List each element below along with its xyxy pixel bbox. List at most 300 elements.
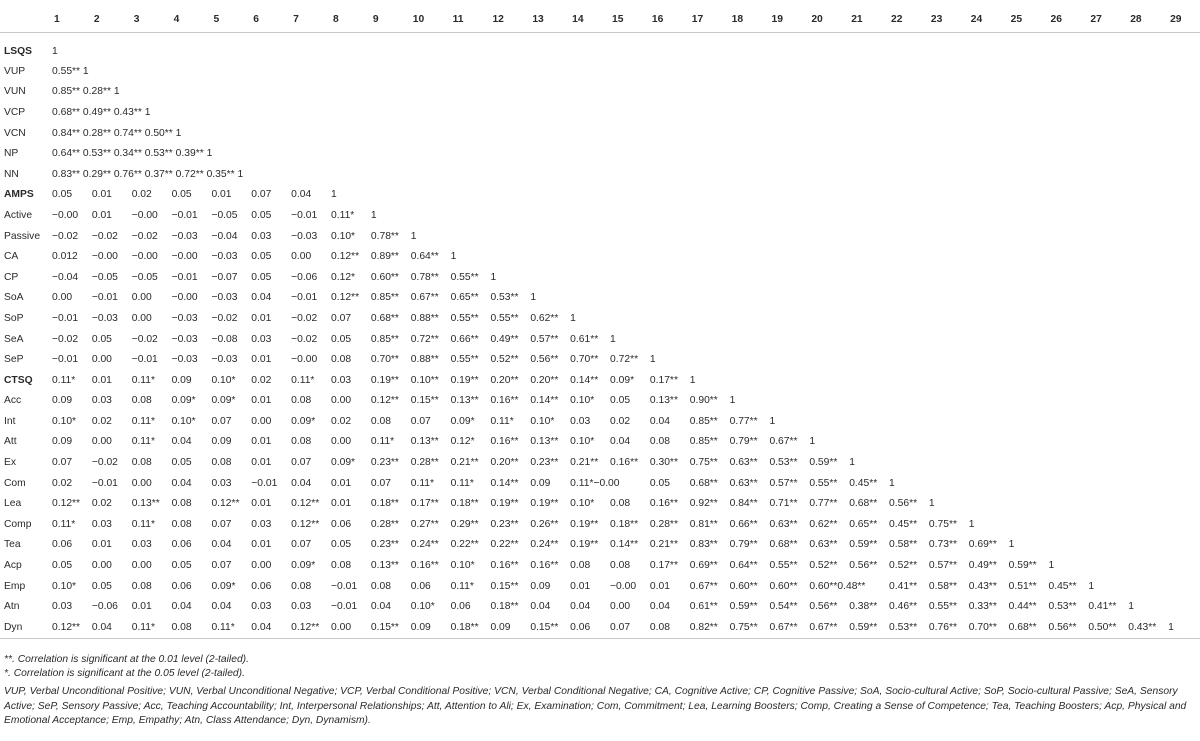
table-cell: 0.33** <box>968 601 997 613</box>
table-cell: 0.09* <box>291 415 316 427</box>
empty-cell <box>1086 411 1126 432</box>
empty-cell <box>767 33 807 62</box>
empty-cell <box>648 267 688 288</box>
empty-cell <box>608 82 648 103</box>
empty-cell <box>847 226 887 247</box>
table-cell: 0.08 <box>171 518 192 530</box>
empty-cell <box>1166 535 1200 556</box>
empty-cell <box>927 61 967 82</box>
table-cell: 0.02 <box>52 477 73 489</box>
empty-cell <box>1086 514 1126 535</box>
table-cell: 1 <box>530 292 537 304</box>
empty-cell <box>847 205 887 226</box>
table-cell: 0.09 <box>211 436 232 448</box>
row-label: Lea <box>4 498 22 510</box>
empty-cell <box>887 370 927 391</box>
table-cell: 0.13** <box>649 395 678 407</box>
table-cell: 0.63** <box>729 457 758 469</box>
table-cell: 0.05 <box>171 457 192 469</box>
empty-cell <box>688 288 728 309</box>
row-label: CA <box>4 251 19 263</box>
table-cell: 0.11* <box>331 209 355 221</box>
row-label: Passive <box>4 230 41 242</box>
table-cell: 0.06 <box>568 617 608 638</box>
empty-cell <box>767 246 807 267</box>
empty-cell <box>1166 205 1200 226</box>
table-cell: 1 <box>1166 617 1200 638</box>
table-cell: −0.03 <box>171 230 198 242</box>
table-cell: −0.02 <box>52 230 79 242</box>
empty-cell <box>1007 452 1047 473</box>
row-label: CTSQ <box>4 374 33 386</box>
empty-cell <box>807 143 847 164</box>
column-header: 15 <box>608 6 648 33</box>
empty-cell <box>767 391 807 412</box>
table-cell: 0.01 <box>251 457 272 469</box>
table-cell: 0.06 <box>331 518 352 530</box>
empty-cell <box>1126 329 1166 350</box>
empty-cell <box>887 267 927 288</box>
empty-cell <box>767 349 807 370</box>
table-cell: 0.03 <box>570 415 591 427</box>
empty-cell <box>688 82 728 103</box>
empty-cell <box>927 452 967 473</box>
table-cell: 0.92** <box>689 498 718 510</box>
empty-cell <box>807 288 847 309</box>
empty-cell <box>927 473 967 494</box>
empty-cell <box>767 329 807 350</box>
empty-cell <box>887 82 927 103</box>
table-cell: 0.12* <box>450 436 475 448</box>
table-cell: 0.12** <box>289 617 329 638</box>
empty-cell <box>1086 555 1126 576</box>
empty-cell <box>1007 164 1047 185</box>
table-cell: 0.04 <box>530 601 551 613</box>
empty-cell <box>1126 267 1166 288</box>
table-cell: 0.07 <box>211 560 232 572</box>
table-row <box>0 143 1200 164</box>
empty-cell <box>170 33 210 62</box>
table-cell: 0.58** <box>889 539 918 551</box>
empty-cell <box>847 123 887 144</box>
row-label: CP <box>4 271 19 283</box>
column-header: 1 <box>50 6 90 33</box>
empty-cell <box>688 226 728 247</box>
column-header: 18 <box>728 6 768 33</box>
empty-cell <box>1046 349 1086 370</box>
table-cell: 0.10* <box>52 580 77 592</box>
table-cell: 0.53** <box>887 617 927 638</box>
table-cell: −0.02 <box>211 312 238 324</box>
empty-cell <box>728 329 768 350</box>
empty-cell <box>90 33 130 62</box>
table-cell: −0.02 <box>291 333 318 345</box>
table-cell: 0.18** <box>370 498 399 510</box>
table-cell: 0.03 <box>91 395 112 407</box>
table-cell: 0.11* <box>450 580 474 592</box>
empty-cell <box>688 205 728 226</box>
empty-cell <box>568 267 608 288</box>
column-header: 28 <box>1126 6 1166 33</box>
column-header: 21 <box>847 6 887 33</box>
table-cell: 0.01 <box>649 580 670 592</box>
empty-cell <box>648 329 688 350</box>
column-header: 17 <box>688 6 728 33</box>
table-cell: 0.09 <box>409 617 449 638</box>
column-header: 3 <box>130 6 170 33</box>
empty-cell <box>927 432 967 453</box>
empty-cell <box>1126 61 1166 82</box>
table-cell: 0.08 <box>331 560 352 572</box>
column-header: 4 <box>170 6 210 33</box>
empty-cell <box>409 82 449 103</box>
table-cell: 0.59** <box>849 539 878 551</box>
table-cell: 0.03 <box>211 477 232 489</box>
table-cell: 0.55** 1 <box>52 65 89 77</box>
empty-cell <box>608 164 648 185</box>
table-cell: 0.24** <box>530 539 559 551</box>
table-cell: 0.56** <box>530 354 559 366</box>
empty-cell <box>488 205 528 226</box>
table-cell: 0.75** <box>728 617 768 638</box>
empty-cell <box>648 308 688 329</box>
empty-cell <box>847 143 887 164</box>
table-cell: 0.06 <box>171 580 192 592</box>
empty-cell <box>1007 33 1047 62</box>
empty-cell <box>409 185 449 206</box>
table-cell: 0.67** <box>689 580 718 592</box>
empty-cell <box>369 33 409 62</box>
table-cell: 0.78** <box>370 230 399 242</box>
table-cell: 0.04 <box>610 436 631 448</box>
table-cell: 0.63** <box>729 477 758 489</box>
table-cell: 0.07 <box>52 457 73 469</box>
empty-cell <box>449 143 489 164</box>
table-cell: 0.05 <box>649 477 670 489</box>
empty-cell <box>369 102 409 123</box>
empty-cell <box>927 288 967 309</box>
column-header: 5 <box>209 6 249 33</box>
empty-cell <box>1126 123 1166 144</box>
empty-cell <box>1166 288 1200 309</box>
empty-cell <box>1046 288 1086 309</box>
empty-cell <box>1007 205 1047 226</box>
table-cell: 0.10* <box>410 601 435 613</box>
row-label: Com <box>4 477 26 489</box>
table-cell: −0.03 <box>211 251 238 263</box>
empty-cell <box>488 61 528 82</box>
empty-cell <box>528 102 568 123</box>
table-cell: 0.72** <box>610 354 639 366</box>
table-cell: 0.22** <box>450 539 479 551</box>
empty-cell <box>608 185 648 206</box>
table-cell: 0.85** 0.28** 1 <box>52 86 120 98</box>
empty-cell <box>1126 33 1166 62</box>
table-cell: 0.05 <box>251 209 272 221</box>
empty-cell <box>528 185 568 206</box>
column-header: 29 <box>1166 6 1200 33</box>
table-cell: 1 <box>809 436 816 448</box>
table-cell: 0.18** <box>450 498 479 510</box>
table-cell: 0.56** <box>889 498 918 510</box>
table-cell: 0.07 <box>211 415 232 427</box>
table-cell: 0.10* <box>570 436 595 448</box>
empty-cell <box>887 288 927 309</box>
empty-cell <box>807 123 847 144</box>
table-row <box>0 246 1200 267</box>
table-cell: 0.10* <box>570 395 595 407</box>
table-cell: 0.53** <box>490 292 519 304</box>
table-cell: 0.01 <box>251 539 272 551</box>
table-cell: 0.57** <box>928 560 957 572</box>
empty-cell <box>1007 514 1047 535</box>
table-cell: 0.71** <box>769 498 798 510</box>
table-cell: 0.18** <box>610 518 639 530</box>
table-cell: 0.24** <box>410 539 439 551</box>
empty-cell <box>369 61 409 82</box>
empty-cell <box>688 185 728 206</box>
table-cell: 0.55** <box>928 601 957 613</box>
empty-cell <box>688 61 728 82</box>
table-cell: 1 <box>570 312 576 324</box>
table-cell: −0.00 <box>610 580 637 592</box>
table-cell: 0.08 <box>370 580 391 592</box>
table-cell: 0.52** <box>809 560 838 572</box>
row-label: Tea <box>4 539 21 551</box>
empty-cell <box>807 102 847 123</box>
empty-cell <box>728 164 768 185</box>
column-header: 14 <box>568 6 608 33</box>
empty-cell <box>289 143 329 164</box>
table-cell: 0.19** <box>570 539 599 551</box>
empty-cell <box>1126 370 1166 391</box>
table-cell: 0.07 <box>251 189 272 201</box>
empty-cell <box>967 308 1007 329</box>
table-cell: 0.00 <box>329 617 369 638</box>
empty-cell <box>1046 473 1086 494</box>
table-cell: −0.02 <box>91 457 118 469</box>
table-cell: 0.05 <box>171 189 192 201</box>
empty-cell <box>887 391 927 412</box>
table-cell: 0.10* <box>52 415 77 427</box>
empty-cell <box>568 185 608 206</box>
table-cell: 0.06 <box>171 539 192 551</box>
empty-cell <box>728 267 768 288</box>
empty-cell <box>648 185 688 206</box>
empty-cell <box>568 82 608 103</box>
empty-cell <box>847 432 887 453</box>
empty-cell <box>887 143 927 164</box>
empty-cell <box>130 61 170 82</box>
table-cell: 0.09 <box>530 477 551 489</box>
table-cell: 0.20** <box>490 374 519 386</box>
table-cell: 0.07 <box>291 539 312 551</box>
empty-cell <box>728 123 768 144</box>
table-cell: 1 <box>1128 601 1134 613</box>
table-cell: −0.01 <box>171 209 198 221</box>
table-cell: 0.03 <box>251 601 272 613</box>
empty-cell <box>1166 555 1200 576</box>
empty-cell <box>688 102 728 123</box>
table-cell: 0.00 <box>91 436 112 448</box>
table-row <box>0 391 1200 412</box>
table-cell: 0.03 <box>52 601 73 613</box>
table-row <box>0 205 1200 226</box>
table-cell: 0.00 <box>131 292 152 304</box>
table-cell: −0.00 <box>171 292 198 304</box>
table-cell: 0.16** <box>530 560 559 572</box>
empty-cell <box>449 164 489 185</box>
empty-cell <box>728 226 768 247</box>
empty-cell <box>1166 267 1200 288</box>
table-cell: 0.012 <box>52 251 78 263</box>
table-cell: 0.65** <box>849 518 878 530</box>
empty-cell <box>1007 432 1047 453</box>
table-cell: 0.66** <box>729 518 758 530</box>
table-row <box>0 473 1200 494</box>
empty-cell <box>1086 164 1126 185</box>
row-label: Int <box>4 415 16 427</box>
table-cell: 0.02 <box>331 415 352 427</box>
empty-cell <box>967 267 1007 288</box>
empty-cell <box>449 185 489 206</box>
table-cell: 0.13** <box>370 560 399 572</box>
empty-cell <box>1166 123 1200 144</box>
column-header: 6 <box>249 6 289 33</box>
table-cell: 0.68** <box>370 312 399 324</box>
empty-cell <box>1046 514 1086 535</box>
empty-cell <box>1126 143 1166 164</box>
empty-cell <box>1046 33 1086 62</box>
empty-cell <box>329 123 369 144</box>
empty-cell <box>488 123 528 144</box>
table-cell: 0.55** <box>490 312 519 324</box>
empty-cell <box>807 391 847 412</box>
table-cell: 0.11* <box>450 477 474 489</box>
empty-cell <box>1086 432 1126 453</box>
empty-cell <box>568 164 608 185</box>
empty-cell <box>767 102 807 123</box>
table-cell: 0.68** <box>689 477 718 489</box>
table-cell: 0.70** <box>570 354 599 366</box>
empty-cell <box>887 411 927 432</box>
empty-cell <box>249 33 289 62</box>
table-cell: −0.01 <box>291 209 318 221</box>
empty-cell <box>329 164 369 185</box>
table-cell: 0.04 <box>291 189 312 201</box>
table-cell: 0.11* <box>131 415 156 427</box>
empty-cell <box>1046 267 1086 288</box>
empty-cell <box>528 205 568 226</box>
table-cell: 0.07 <box>410 415 431 427</box>
column-header: 7 <box>289 6 329 33</box>
row-label: Atn <box>4 601 20 613</box>
empty-cell <box>847 411 887 432</box>
table-cell: 0.61** <box>689 601 718 613</box>
table-cell: 0.02 <box>91 498 112 510</box>
empty-cell <box>1086 82 1126 103</box>
row-label: VCN <box>4 127 26 139</box>
table-row <box>0 329 1200 350</box>
table-cell: 0.62** <box>809 518 838 530</box>
table-cell: 0.14** <box>570 374 599 386</box>
table-cell: 0.59** <box>847 617 887 638</box>
table-footnotes <box>4 653 1196 728</box>
table-cell: 0.84** <box>729 498 758 510</box>
table-row <box>0 102 1200 123</box>
empty-cell <box>1126 205 1166 226</box>
empty-cell <box>927 102 967 123</box>
table-cell: 0.19** <box>450 374 479 386</box>
empty-cell <box>1007 102 1047 123</box>
empty-cell <box>1166 185 1200 206</box>
empty-cell <box>648 246 688 267</box>
table-cell: −0.06 <box>291 271 318 283</box>
empty-cell <box>528 164 568 185</box>
empty-cell <box>847 288 887 309</box>
table-cell: 0.10* <box>211 374 236 386</box>
empty-cell <box>1126 288 1166 309</box>
table-row <box>0 185 1200 206</box>
table-cell: 0.17** <box>649 560 678 572</box>
table-cell: 0.60**0.48** <box>809 580 866 592</box>
table-cell: −0.00 <box>131 251 158 263</box>
empty-cell <box>688 267 728 288</box>
table-cell: 0.58** <box>928 580 957 592</box>
table-row <box>0 596 1200 617</box>
table-cell: 0.11*−0.00 <box>570 477 620 489</box>
empty-cell <box>807 33 847 62</box>
empty-cell <box>1086 452 1126 473</box>
table-row <box>0 411 1200 432</box>
table-cell: 0.04 <box>370 601 391 613</box>
table-body <box>0 33 1200 639</box>
empty-cell <box>887 33 927 62</box>
empty-cell <box>289 123 329 144</box>
column-header: 10 <box>409 6 449 33</box>
empty-cell <box>967 143 1007 164</box>
row-label: VCP <box>4 106 26 118</box>
empty-cell <box>568 288 608 309</box>
empty-cell <box>249 82 289 103</box>
footnote-significance-001: **. Correlation is significant at the 0.01 level (2-tailed). <box>4 654 249 665</box>
table-cell: 0.14** <box>490 477 519 489</box>
table-cell: 0.12** <box>331 251 360 263</box>
empty-cell <box>1166 349 1200 370</box>
empty-cell <box>927 82 967 103</box>
empty-cell <box>568 205 608 226</box>
table-cell: 0.09* <box>610 374 635 386</box>
table-cell: 0.08 <box>131 457 152 469</box>
table-row <box>0 535 1200 556</box>
empty-cell <box>927 226 967 247</box>
table-cell: 0.68** 0.49** 0.43** 1 <box>52 106 151 118</box>
empty-cell <box>728 82 768 103</box>
table-cell: 0.05 <box>91 333 112 345</box>
empty-cell <box>1046 164 1086 185</box>
table-cell: 0.64** 0.53** 0.34** 0.53** 0.39** 1 <box>52 148 213 160</box>
table-cell: 1 <box>1088 580 1095 592</box>
empty-cell <box>209 102 249 123</box>
table-cell: 0.00 <box>331 436 352 448</box>
empty-cell <box>847 308 887 329</box>
table-cell: 0.01 <box>91 539 112 551</box>
empty-cell <box>807 267 847 288</box>
table-cell: 0.04 <box>570 601 591 613</box>
row-label: NP <box>4 148 19 160</box>
table-cell: −0.03 <box>171 333 198 345</box>
table-cell: 0.12** <box>291 498 320 510</box>
